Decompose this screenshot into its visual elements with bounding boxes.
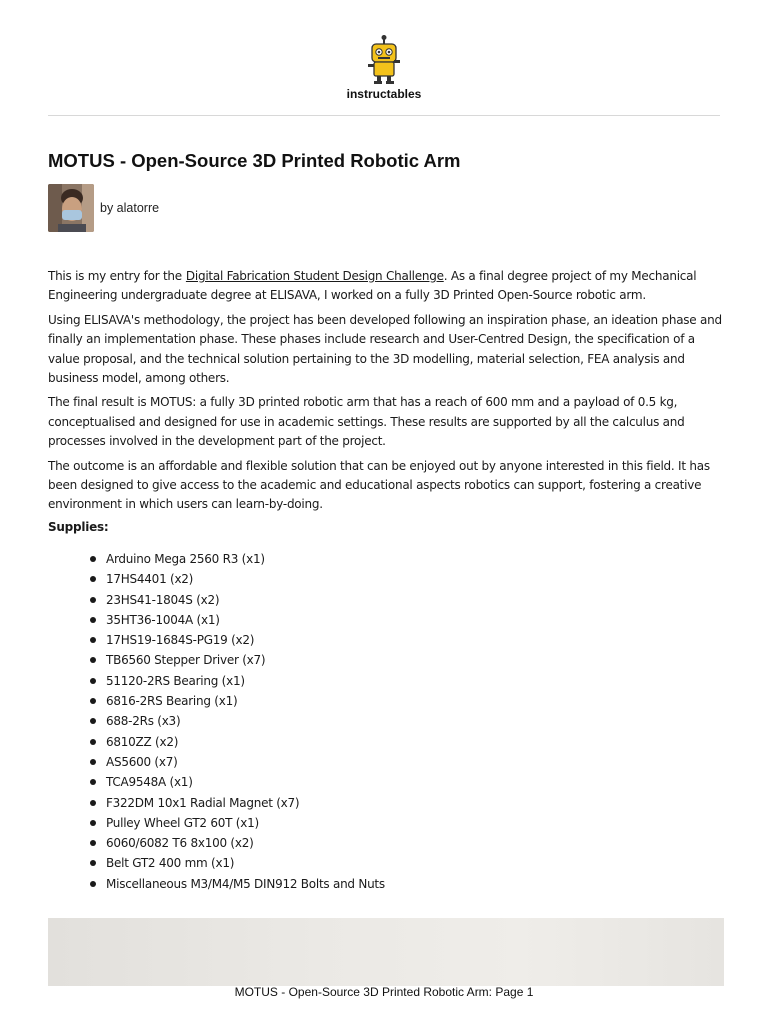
bullet-icon — [90, 718, 96, 724]
header-divider — [48, 115, 720, 116]
list-item — [90, 630, 385, 650]
result-paragraph: The final result is MOTUS: a fully 3D printed robotic arm that has a reach of 600 mm and a payload of 0.5 kg, conceptualised and designed for use in academic settings. These results are supported by all the calculus and processes involved in the development part of the project. — [48, 395, 685, 449]
list-item — [90, 590, 385, 610]
list-item — [90, 813, 385, 833]
supply-label: 23HS41-1804S (x2) — [106, 592, 220, 607]
author-byline[interactable]: by alatorre — [100, 201, 160, 215]
bullet-icon — [90, 881, 96, 887]
bullet-icon — [90, 739, 96, 745]
supply-label: Arduino Mega 2560 R3 (x1) — [106, 552, 265, 566]
supply-label: Miscellaneous M3/M4/M5 DIN912 Bolts and Nuts — [106, 876, 385, 891]
supply-label: 17HS4401 (x2) — [106, 572, 194, 587]
supply-label: TB6560 Stepper Driver (x7) — [106, 653, 266, 668]
step-photo — [48, 918, 724, 986]
outcome-paragraph: The outcome is an affordable and flexible solution that can be enjoyed out by anyone interested in this field. It has been designed to give access to the academic and educational aspects robotics can support, fostering a creative environment in which users can learn-by-doing. — [48, 458, 710, 512]
bullet-icon — [90, 657, 96, 663]
bullet-icon — [90, 820, 96, 826]
bullet-icon — [90, 576, 96, 582]
supply-label: 6810ZZ (x2) — [106, 734, 179, 749]
supply-label: 17HS19-1684S-PG19 (x2) — [106, 633, 255, 648]
page-footer: MOTUS - Open-Source 3D Printed Robotic Arm: Page 1 — [234, 985, 534, 999]
supply-label: TCA9548A (x1) — [106, 775, 193, 790]
supply-label: 688-2Rs (x3) — [106, 714, 181, 729]
list-item — [90, 833, 385, 853]
supply-label: 6816-2RS Bearing (x1) — [106, 694, 238, 709]
brand-name[interactable]: instructables — [346, 87, 422, 101]
list-item — [90, 691, 385, 711]
methodology-paragraph: Using ELISAVA's methodology, the project has been developed following an inspiration phase, an ideation phase and finally an implementation phase. These phases include research and User-Centred Design, the specification of a value proposal, and the technical solution pertaining to the 3D modelling, material selection, FEA analysis and business model, among others. — [48, 312, 722, 386]
bullet-icon — [90, 556, 96, 562]
page-header — [0, 0, 768, 115]
list-item — [90, 732, 385, 752]
supply-label: 51120-2RS Bearing (x1) — [106, 673, 245, 688]
list-item — [90, 549, 385, 569]
robot-mascot-icon[interactable] — [360, 34, 408, 86]
bullet-icon — [90, 860, 96, 866]
list-item — [90, 772, 385, 792]
intro-text: This is my entry for the — [48, 269, 182, 283]
list-item — [90, 650, 385, 670]
supply-label: Belt GT2 400 mm (x1) — [106, 856, 235, 871]
supply-label: F322DM 10x1 Radial Magnet (x7) — [106, 795, 300, 810]
intro-text-continued: . As a final degree project of my Mechanical Engineering undergraduate degree at ELISAVA, I worked on a fully 3D Printed Open-Source robotic arm. — [48, 269, 697, 303]
supply-label: Pulley Wheel GT2 60T (x1) — [106, 815, 259, 830]
list-item — [90, 752, 385, 772]
bullet-icon — [90, 678, 96, 684]
bullet-icon — [90, 800, 96, 806]
author-avatar[interactable] — [48, 184, 94, 232]
bullet-icon — [90, 779, 96, 785]
list-item — [90, 569, 385, 589]
page-title: MOTUS - Open-Source 3D Printed Robotic Arm — [48, 150, 461, 171]
bullet-icon — [90, 637, 96, 643]
supplies-heading: Supplies: — [48, 519, 109, 534]
bullet-icon — [90, 617, 96, 623]
bullet-icon — [90, 597, 96, 603]
article-body — [48, 267, 724, 537]
bullet-icon — [90, 840, 96, 846]
list-item — [90, 671, 385, 691]
supplies-list — [90, 549, 385, 894]
bullet-icon — [90, 698, 96, 704]
list-item — [90, 610, 385, 630]
challenge-link[interactable]: Digital Fabrication Student Design Challenge — [185, 269, 444, 283]
bullet-icon — [90, 759, 96, 765]
list-item — [90, 793, 385, 813]
intro-paragraph — [48, 267, 724, 306]
supply-label: 6060/6082 T6 8x100 (x2) — [106, 836, 254, 851]
supply-label: AS5600 (x7) — [106, 754, 178, 769]
list-item — [90, 853, 385, 873]
list-item — [90, 711, 385, 731]
list-item — [90, 874, 385, 894]
supply-label: 35HT36-1004A (x1) — [106, 612, 220, 627]
